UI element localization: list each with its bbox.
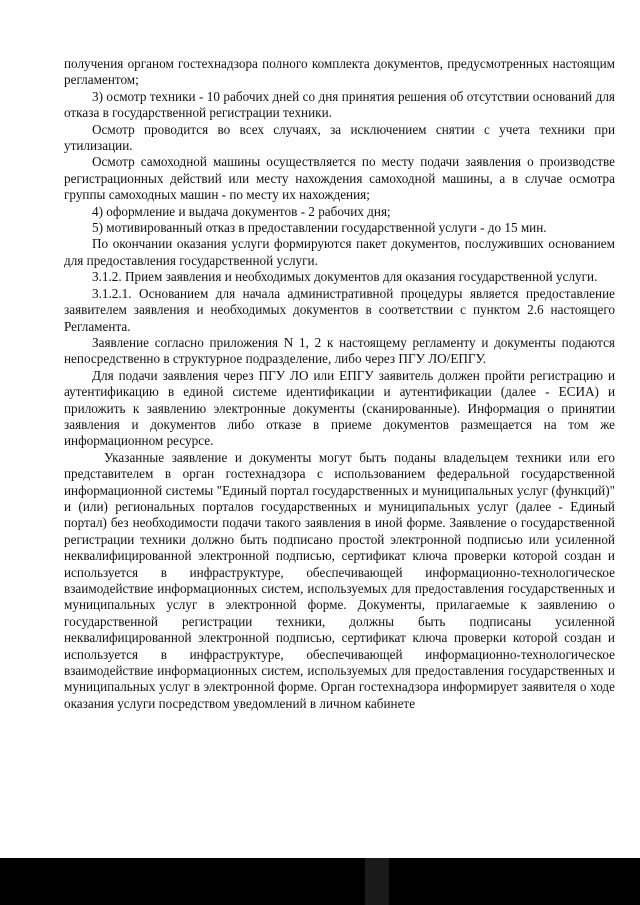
paragraph-item-4: 4) оформление и выдача документов - 2 рабочих дня; (92, 203, 391, 219)
paragraph-application-submission: Заявление согласно приложения N 1, 2 к настоящему регламенту и документы подаются непосредственно в структурное подразделение, либо через ПГУ ЛО/ЕПГУ. (64, 334, 615, 367)
paragraph-section-3-1-2-1: 3.1.2.1. Основанием для начала административной процедуры является предоставление заявителем заявления и необходимых документов в соответствии с пунктом 2.6 настоящего Регламента. (64, 285, 615, 334)
paragraph-item-3: 3) осмотр техники - 10 рабочих дней со дня принятия решения об отсутствии оснований для отказа в государственной регистрации техники. (64, 88, 615, 121)
paragraph-online-submission: Для подачи заявления через ПГУ ЛО или ЕПГУ заявитель должен пройти регистрацию и аутентификацию в единой системе идентификации и аутентификации (далее - ЕСИА) и приложить к заявлению электронные документы (сканированные). Информация о принятии заявления и документов либо отказе в приеме документов размещается на том же информационном ресурсе. (64, 367, 615, 449)
paragraph-service-completion: По окончании оказания услуги формируются пакет документов, послуживших основанием для предоставления государственной услуги. (64, 236, 615, 268)
paragraph-inspection-cases: Осмотр проводится во всех случаях, за исключением снятии с учета техники при утилизации. (64, 121, 615, 154)
paragraph-electronic-signature: Указанные заявление и документы могут быть поданы владельцем техники или его представителем в орган гостехнадзора с использованием федеральной государственной информационной системы "Единый портал государственных и муниципальных услуг (функций)" и (или) региональных порталов государственных и муниципальных услуг (далее - Единый портал) без необходимости подачи такого заявления в иной форме. Заявление о государственной регистрации техники должно быть подписано простой электронной подписью или усиленной неквалифицированной электронной подписью, сертификат ключа проверки которой создан и используется в инфраструктуре, обеспечивающей информационно-технологическое взаимодействие информационных систем, используемых для предоставления государственных и муниципальных услуг в электронной форме. Документы, прилагаемые к заявлению о государственной регистрации техники, должны быть подписаны усиленной неквалифицированной электронной подписью, сертификат ключа проверки которой создан и используется в инфраструктуре, обеспечивающей информационно-технологическое взаимодействие информационных систем, используемых для предоставления государственных и муниципальных услуг в электронной форме. Орган гостехнадзора информирует заявителя о ходе оказания услуги посредством уведомлений в личном кабинете (64, 449, 615, 711)
document-page (64, 56, 615, 712)
paragraph-continuation: получения органом гостехнадзора полного комплекта документов, предусмотренных настоящим регламентом; (64, 56, 615, 88)
paragraph-item-5: 5) мотивированный отказ в предоставлении государственной услуги - до 15 мин. (92, 220, 547, 236)
paragraph-inspection-place: Осмотр самоходной машины осуществляется по месту подачи заявления о производстве регистрационных действий или месту нахождения самоходной машины, а в случае осмотра группы самоходных машин - по месту их нахождения; (64, 154, 615, 203)
paragraph-section-3-1-2: 3.1.2. Прием заявления и необходимых документов для оказания государственной услуги. (92, 269, 598, 285)
scan-bottom-edge (0, 858, 640, 905)
